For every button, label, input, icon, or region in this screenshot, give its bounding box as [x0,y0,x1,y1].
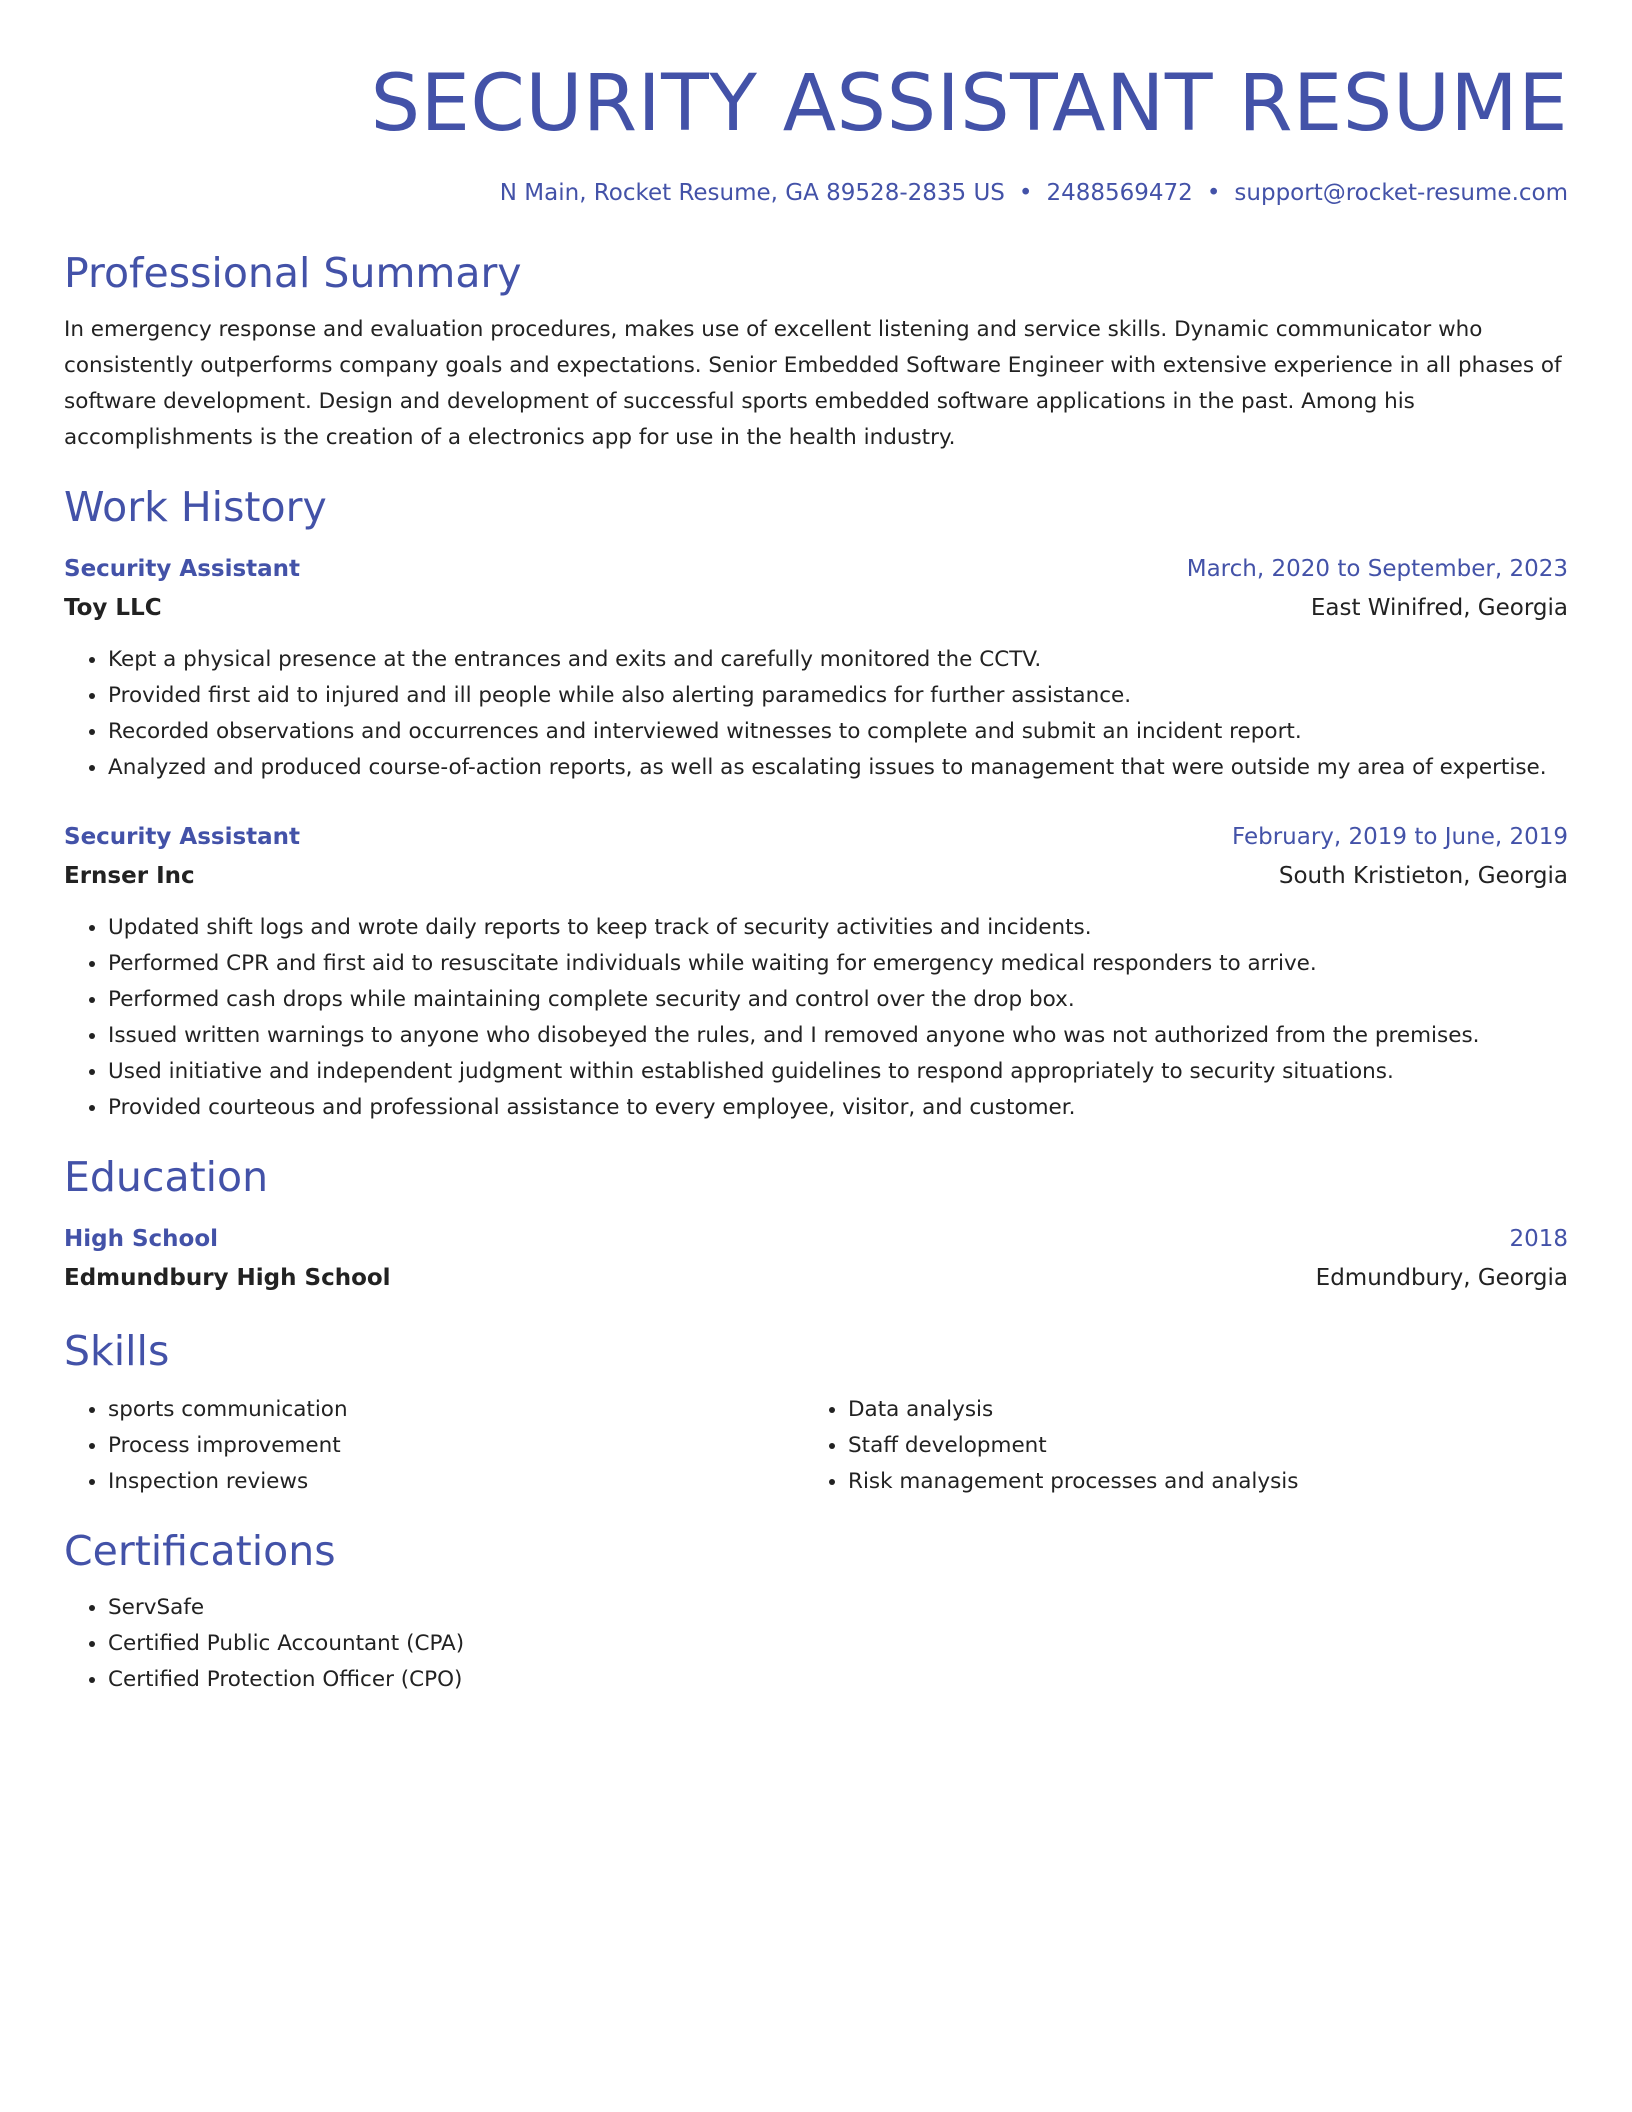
education-entry [64,1220,1568,1298]
job-bullet: • Performed cash drops while maintaining complete security and control over the drop box. [108,982,1568,1018]
skills-right-list [804,1392,1544,1500]
skill-item: • sports communication [108,1392,804,1428]
certifications-list [64,1590,1568,1698]
skill-item: • Risk management processes and analysis [848,1464,1544,1500]
job-entry [64,818,1568,1126]
contact-line [64,178,1568,208]
job-bullets [64,910,1568,1126]
skill-item: • Inspection reviews [108,1464,804,1500]
summary-text: In emergency response and evaluation procedures, makes use of excellent listening and service skills. Dynamic communicator who consistently outperforms company goals and expectations. Senior Embedded Software Engineer with extensive experience in all phases of software development. Design and development of successful sports embedded software applications in the past. Among his accomplishments is the creation of a electronics app for use in the health industry. [64,317,1562,450]
job-bullet: • Updated shift logs and wrote daily reports to keep track of security activities and incidents. [108,910,1568,946]
certification-item: • Certified Protection Officer (CPO) [108,1662,1568,1698]
job-location: South Kristieton, Georgia [1278,863,1568,889]
job-company: Toy LLC [64,595,162,621]
skill-item: • Staff development [848,1428,1544,1464]
contact-address: N Main, Rocket Resume, GA 89528-2835 US [499,180,1005,206]
skills-list [64,1392,1568,1500]
resume-header [64,56,1568,208]
job-dates: February, 2019 to June, 2019 [1231,824,1568,850]
job-header-row [64,818,1568,856]
certifications-heading: Certifications [64,1527,336,1575]
job-dates: March, 2020 to September, 2023 [1186,556,1568,582]
education-heading: Education [64,1153,269,1201]
certification-item: • ServSafe [108,1590,1568,1626]
skill-item: • Process improvement [108,1428,804,1464]
certification-item: • Certified Public Accountant (CPA) [108,1626,1568,1662]
education-degree: High School [64,1226,219,1252]
education-school-row [64,1258,1568,1298]
job-location: East Winifred, Georgia [1310,595,1568,621]
job-company: Ernser Inc [64,863,195,889]
education-header-row [64,1220,1568,1258]
skill-item: • Data analysis [848,1392,1544,1428]
job-bullet: • Used initiative and independent judgment within established guidelines to respond appropriately to security situations. [108,1054,1568,1090]
contact-separator: • [1206,180,1221,206]
summary-heading: Professional Summary [64,249,522,297]
contact-phone: 2488569472 [1046,180,1193,206]
job-role: Security Assistant [64,556,301,582]
job-bullet: • Performed CPR and first aid to resuscitate individuals while waiting for emergency medical responders to arrive. [108,946,1568,982]
job-bullet: • Provided first aid to injured and ill people while also alerting paramedics for further assistance. [108,678,1568,714]
education-school: Edmundbury High School [64,1265,391,1291]
job-bullet: • Recorded observations and occurrences and interviewed witnesses to complete and submit an incident report. [108,714,1568,750]
contact-separator: • [1018,180,1033,206]
resume-title: SECURITY ASSISTANT RESUME [370,59,1568,149]
skills-left-list [64,1392,804,1500]
job-bullet: • Kept a physical presence at the entrances and exits and carefully monitored the CCTV. [108,642,1568,678]
education-location: Edmundbury, Georgia [1315,1265,1568,1291]
job-bullet: • Issued written warnings to anyone who disobeyed the rules, and I removed anyone who was not authorized from the premises. [108,1018,1568,1054]
job-bullets [64,642,1568,786]
job-role: Security Assistant [64,824,301,850]
job-company-row [64,588,1568,628]
work-history-heading: Work History [64,483,327,531]
education-year: 2018 [1509,1226,1568,1252]
job-bullet: • Provided courteous and professional assistance to every employee, visitor, and customer. [108,1090,1568,1126]
skills-column-left [64,1392,804,1500]
contact-email: support@rocket-resume.com [1234,180,1568,206]
job-entry [64,550,1568,786]
skills-heading: Skills [64,1327,170,1375]
job-company-row [64,856,1568,896]
skills-column-right [804,1392,1544,1500]
job-bullet: • Analyzed and produced course-of-action reports, as well as escalating issues to management that were outside my area of expertise. [108,750,1568,786]
job-header-row [64,550,1568,588]
